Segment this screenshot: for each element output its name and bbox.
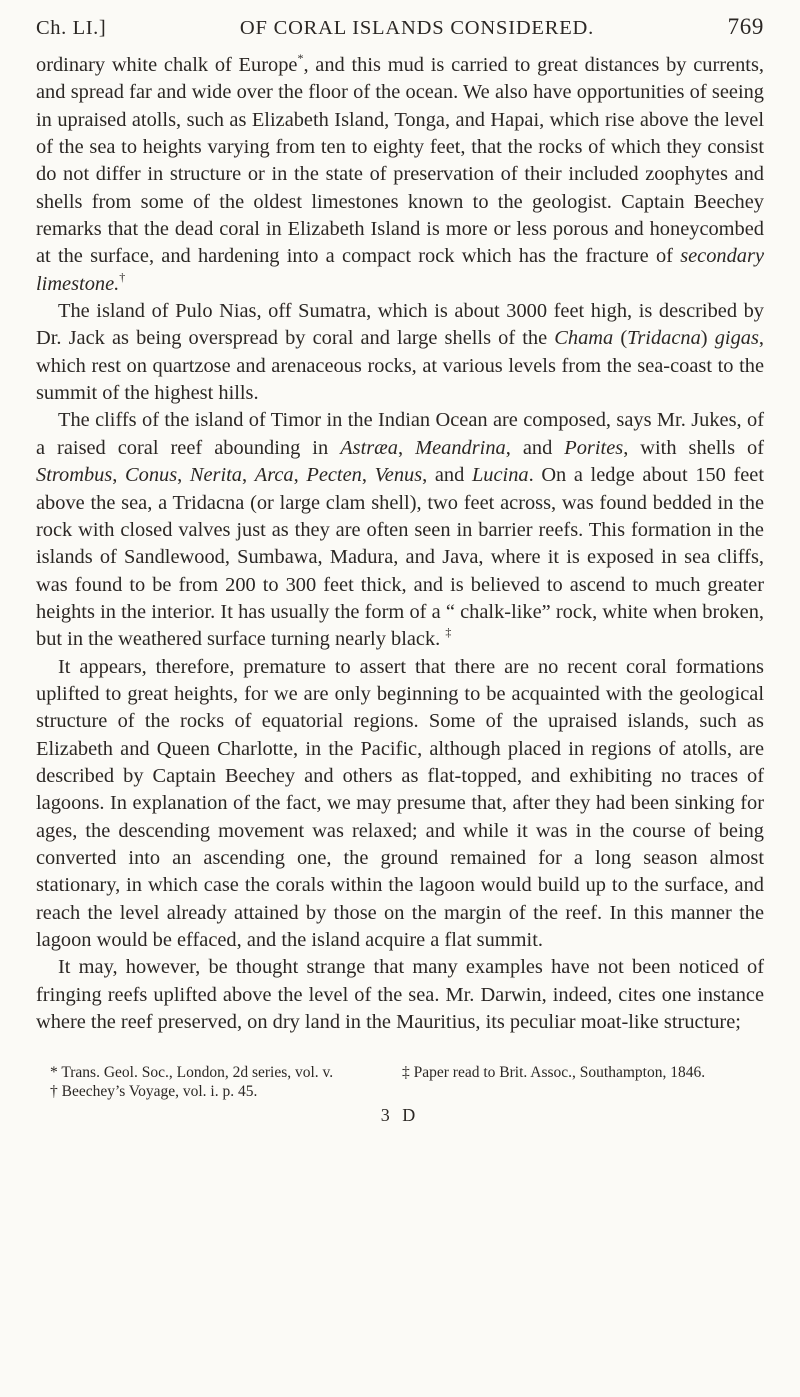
text-run: ordinary white chalk of Europe bbox=[36, 54, 298, 76]
signature-mark: 3 D bbox=[380, 1105, 420, 1126]
italic-term: Conus bbox=[125, 464, 178, 487]
text-run: The cliffs of the island of Timor in the Indian Ocean are composed, says Mr. Jukes, of a raised coral reef abounding in bbox=[36, 409, 764, 459]
footnote-column-right bbox=[388, 1063, 764, 1101]
italic-term: Nerita bbox=[189, 464, 243, 487]
chapter-label: Ch. LI.] bbox=[36, 17, 107, 39]
paragraph-1 bbox=[36, 52, 764, 298]
italic-term: Strombus bbox=[36, 464, 113, 487]
text-run: ) bbox=[700, 327, 715, 350]
footnote-marker: ‡ bbox=[445, 625, 452, 640]
footnote-3: ‡ Paper read to Brit. Assoc., Southampton, 1846. bbox=[402, 1064, 706, 1082]
text-run: , bbox=[397, 436, 416, 459]
text-run: . On a ledge about 150 feet above the sea, a Tridacna (or large clam shell), two feet across, was found bedded in the rock with closed valves just as they are often seen in barrier reefs. This formation in the islands of Sandlewood, Sumbawa, Madura, and Java, where it is exposed in sea cliffs, was found to be from 200 to 300 feet thick, and is believed to ascend to much greater heights in the interior. It has usually the form of a “ chalk-like” rock, white when broken, but in the weathered surface turning nearly black. bbox=[36, 464, 765, 651]
footnote-2: † Beechey’s Voyage, vol. i. p. 45. bbox=[50, 1083, 258, 1101]
paragraph-3 bbox=[36, 407, 764, 653]
italic-term: Tridacna bbox=[627, 327, 701, 350]
text-run: , with shells of bbox=[623, 436, 764, 459]
italic-term: Venus bbox=[374, 464, 423, 487]
italic-term: Porites bbox=[564, 436, 624, 459]
text-run: , bbox=[361, 464, 375, 487]
italic-term: secondary limestone. bbox=[36, 245, 764, 295]
body-text bbox=[36, 52, 764, 1036]
footnote-marker: † bbox=[119, 269, 126, 284]
italic-term: gigas bbox=[714, 327, 759, 350]
italic-term: Arca bbox=[254, 464, 294, 487]
footnote-marker: * bbox=[297, 51, 304, 65]
text-run: , which rest on quartzose and arenaceous rocks, at various levels from the sea-coast to the summit of the highest hills. bbox=[36, 327, 765, 405]
page-number: 769 bbox=[727, 14, 764, 39]
text-run: , and bbox=[505, 436, 565, 459]
paragraph-4 bbox=[36, 654, 764, 955]
text-run: , and this mud is carried to great distances by currents, and spread far and wide over the floor of the ocean. We also have opportunities of seeing in upraised atolls, such as Elizabeth Island, Tonga, and Hapai, which rise above the level of the sea to heights varying from ten to eighty feet, that the rocks of which they consist do not differ in structure or in the state of preservation of their included zoophytes and shells from some of the oldest limestones known to the geologist. Captain Beechey remarks that the dead coral in Elizabeth Island is more or less porous and honeycombed at the surface, and hardening into a compact rock which has the fracture of bbox=[36, 54, 765, 268]
italic-term: Meandrina bbox=[415, 436, 506, 459]
paragraph-5 bbox=[36, 954, 764, 1036]
footnotes bbox=[36, 1063, 764, 1101]
text-run: ( bbox=[613, 327, 628, 350]
text-run: , bbox=[242, 464, 255, 487]
italic-term: Astræa bbox=[340, 436, 398, 459]
text-run: , and bbox=[422, 464, 472, 487]
footnote-column-left bbox=[36, 1063, 374, 1101]
text-run: The island of Pulo Nias, off Sumatra, which is about 3000 feet high, is described by Dr. Jack as being overspread by coral and large shells of the bbox=[36, 300, 764, 350]
text-run: It may, however, be thought strange that many examples have not been noticed of fringing reefs uplifted above the level of the sea. Mr. Darwin, indeed, cites one instance where the reef preserved, on dry land in the Mauritius, its peculiar moat-like structure; bbox=[36, 956, 764, 1034]
text-run: , bbox=[112, 464, 126, 487]
text-run: It appears, therefore, premature to assert that there are no recent coral formations uplifted to great heights, for we are only beginning to be acquainted with the geological structure of the rocks of equatorial regions. Some of the upraised islands, such as Elizabeth and Queen Charlotte, in the Pacific, although placed in regions of atolls, are described by Captain Beechey and others as flat-topped, and exhibiting no traces of lagoons. In explanation of the fact, we may presume that, after they had been sinking for ages, the descending movement was relaxed; and while it was in the course of being converted into an ascending one, the ground remained for a long season almost stationary, in which case the corals within the lagoon would build up to the surface, and reach the level already attained by those on the margin of the reef. In this manner the lagoon would be effaced, and the island acquire a flat summit. bbox=[36, 655, 764, 951]
italic-term: Pecten bbox=[306, 464, 362, 487]
italic-term: Lucina bbox=[471, 464, 529, 487]
paragraph-2 bbox=[36, 298, 764, 407]
running-head bbox=[36, 14, 764, 40]
book-page bbox=[36, 14, 764, 1126]
text-run: , bbox=[293, 464, 307, 487]
footnote-1: * Trans. Geol. Soc., London, 2d series, vol. v. bbox=[50, 1064, 334, 1082]
page-title: OF CORAL ISLANDS CONSIDERED. bbox=[239, 17, 595, 39]
italic-term: Chama bbox=[554, 327, 614, 350]
text-run: , bbox=[177, 464, 190, 487]
